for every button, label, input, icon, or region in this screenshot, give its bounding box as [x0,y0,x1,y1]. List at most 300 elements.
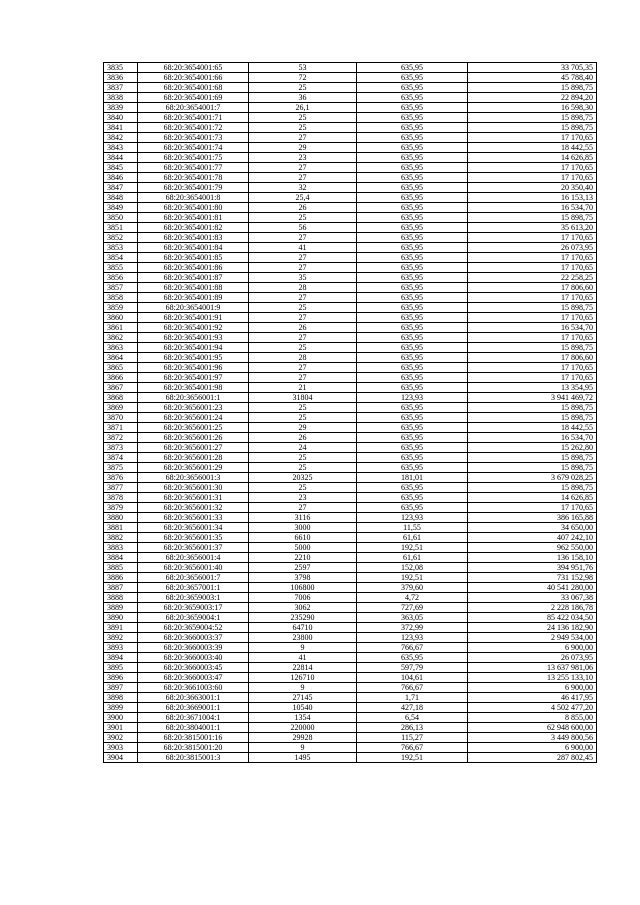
area-cell: 25 [249,463,357,473]
total-value-cell: 15 898,75 [468,113,597,123]
area-cell: 20325 [249,473,357,483]
cadastral-number-cell: 68:20:3654001:94 [138,343,249,353]
total-value-cell: 62 948 600,00 [468,723,597,733]
row-number-cell: 3843 [104,143,138,153]
area-cell: 27 [249,163,357,173]
area-cell: 6610 [249,533,357,543]
unit-value-cell: 192,51 [357,753,468,763]
row-number-cell: 3868 [104,393,138,403]
cadastral-number-cell: 68:20:3654001:71 [138,113,249,123]
row-number-cell: 3858 [104,293,138,303]
total-value-cell: 731 152,98 [468,573,597,583]
row-number-cell: 3877 [104,483,138,493]
table-row [104,393,597,403]
area-cell: 3798 [249,573,357,583]
row-number-cell: 3852 [104,233,138,243]
unit-value-cell: 635,95 [357,93,468,103]
cadastral-number-cell: 68:20:3659003:17 [138,603,249,613]
cadastral-number-cell: 68:20:3656001:4 [138,553,249,563]
cadastral-number-cell: 68:20:3660003:37 [138,633,249,643]
table-row [104,753,597,763]
row-number-cell: 3844 [104,153,138,163]
table-row [104,243,597,253]
cadastral-number-cell: 68:20:3656001:35 [138,533,249,543]
total-value-cell: 15 898,75 [468,413,597,423]
row-number-cell: 3903 [104,743,138,753]
cadastral-number-cell: 68:20:3669001:1 [138,703,249,713]
area-cell: 1354 [249,713,357,723]
table-row [104,443,597,453]
unit-value-cell: 635,95 [357,293,468,303]
area-cell: 41 [249,243,357,253]
row-number-cell: 3879 [104,503,138,513]
unit-value-cell: 372,99 [357,623,468,633]
total-value-cell: 14 626,85 [468,493,597,503]
area-cell: 27 [249,373,357,383]
total-value-cell: 962 550,00 [468,543,597,553]
total-value-cell: 17 170,65 [468,373,597,383]
row-number-cell: 3883 [104,543,138,553]
row-number-cell: 3873 [104,443,138,453]
area-cell: 1495 [249,753,357,763]
area-cell: 41 [249,653,357,663]
unit-value-cell: 727,69 [357,603,468,613]
total-value-cell: 17 170,65 [468,293,597,303]
row-number-cell: 3860 [104,313,138,323]
unit-value-cell: 427,18 [357,703,468,713]
table-row [104,723,597,733]
cadastral-number-cell: 68:20:3654001:9 [138,303,249,313]
total-value-cell: 15 898,75 [468,83,597,93]
cadastral-number-cell: 68:20:3654001:77 [138,163,249,173]
total-value-cell: 13 637 981,06 [468,663,597,673]
total-value-cell: 20 350,40 [468,183,597,193]
table-row [104,453,597,463]
cadastral-number-cell: 68:20:3654001:89 [138,293,249,303]
total-value-cell: 16 534,70 [468,433,597,443]
total-value-cell: 22 258,25 [468,273,597,283]
area-cell: 3000 [249,523,357,533]
total-value-cell: 16 598,30 [468,103,597,113]
table-row [104,703,597,713]
cadastral-number-cell: 68:20:3660003:39 [138,643,249,653]
area-cell: 35 [249,273,357,283]
table-row [104,423,597,433]
area-cell: 29 [249,423,357,433]
total-value-cell: 3 449 800,56 [468,733,597,743]
area-cell: 24 [249,443,357,453]
area-cell: 29928 [249,733,357,743]
area-cell: 2210 [249,553,357,563]
area-cell: 2597 [249,563,357,573]
cadastral-number-cell: 68:20:3654001:85 [138,253,249,263]
row-number-cell: 3865 [104,363,138,373]
area-cell: 25 [249,343,357,353]
row-number-cell: 3885 [104,563,138,573]
table-row [104,683,597,693]
table-row [104,193,597,203]
cadastral-number-cell: 68:20:3660003:45 [138,663,249,673]
unit-value-cell: 635,95 [357,113,468,123]
cadastral-number-cell: 68:20:3815001:3 [138,753,249,763]
table-row [104,543,597,553]
total-value-cell: 15 898,75 [468,453,597,463]
unit-value-cell: 635,95 [357,273,468,283]
area-cell: 9 [249,643,357,653]
unit-value-cell: 286,13 [357,723,468,733]
row-number-cell: 3874 [104,453,138,463]
cadastral-number-cell: 68:20:3654001:87 [138,273,249,283]
table-row [104,473,597,483]
total-value-cell: 6 900,00 [468,743,597,753]
cadastral-number-cell: 68:20:3656001:32 [138,503,249,513]
row-number-cell: 3898 [104,693,138,703]
table-row [104,593,597,603]
unit-value-cell: 635,95 [357,433,468,443]
total-value-cell: 17 170,65 [468,263,597,273]
area-cell: 22814 [249,663,357,673]
total-value-cell: 2 949 534,00 [468,633,597,643]
total-value-cell: 34 650,00 [468,523,597,533]
row-number-cell: 3894 [104,653,138,663]
area-cell: 29 [249,143,357,153]
table-row [104,493,597,503]
total-value-cell: 16 153,13 [468,193,597,203]
unit-value-cell: 104,61 [357,673,468,683]
cadastral-number-cell: 68:20:3656001:29 [138,463,249,473]
area-cell: 28 [249,353,357,363]
row-number-cell: 3882 [104,533,138,543]
cadastral-number-cell: 68:20:3663001:1 [138,693,249,703]
row-number-cell: 3848 [104,193,138,203]
total-value-cell: 15 898,75 [468,123,597,133]
row-number-cell: 3851 [104,223,138,233]
table-row [104,263,597,273]
table-row [104,663,597,673]
unit-value-cell: 635,95 [357,503,468,513]
table-row [104,183,597,193]
total-value-cell: 2 228 186,78 [468,603,597,613]
area-cell: 3116 [249,513,357,523]
table-row [104,483,597,493]
table-row [104,463,597,473]
cadastral-number-cell: 68:20:3657001:1 [138,583,249,593]
row-number-cell: 3896 [104,673,138,683]
total-value-cell: 15 898,75 [468,403,597,413]
unit-value-cell: 635,95 [357,423,468,433]
row-number-cell: 3854 [104,253,138,263]
table-row [104,133,597,143]
total-value-cell: 13 354,95 [468,383,597,393]
unit-value-cell: 192,51 [357,543,468,553]
total-value-cell: 17 170,65 [468,333,597,343]
row-number-cell: 3845 [104,163,138,173]
total-value-cell: 15 898,75 [468,213,597,223]
table-row [104,733,597,743]
table-row [104,373,597,383]
total-value-cell: 6 900,00 [468,683,597,693]
unit-value-cell: 635,95 [357,103,468,113]
unit-value-cell: 635,95 [357,483,468,493]
cadastral-number-cell: 68:20:3654001:82 [138,223,249,233]
row-number-cell: 3849 [104,203,138,213]
cadastral-number-cell: 68:20:3654001:93 [138,333,249,343]
total-value-cell: 15 898,75 [468,463,597,473]
unit-value-cell: 635,95 [357,73,468,83]
cadastral-value-table [103,62,597,763]
table-row [104,113,597,123]
unit-value-cell: 635,95 [357,223,468,233]
unit-value-cell: 152,08 [357,563,468,573]
unit-value-cell: 635,95 [357,153,468,163]
table-row [104,73,597,83]
cadastral-number-cell: 68:20:3660003:47 [138,673,249,683]
cadastral-number-cell: 68:20:3654001:75 [138,153,249,163]
unit-value-cell: 635,95 [357,133,468,143]
table-row [104,63,597,73]
row-number-cell: 3881 [104,523,138,533]
unit-value-cell: 597,79 [357,663,468,673]
table-row [104,563,597,573]
row-number-cell: 3835 [104,63,138,73]
row-number-cell: 3887 [104,583,138,593]
cadastral-number-cell: 68:20:3656001:40 [138,563,249,573]
table-row [104,353,597,363]
total-value-cell: 24 136 182,90 [468,623,597,633]
row-number-cell: 3859 [104,303,138,313]
table-row [104,273,597,283]
row-number-cell: 3836 [104,73,138,83]
area-cell: 27145 [249,693,357,703]
table-row [104,523,597,533]
unit-value-cell: 181,01 [357,473,468,483]
area-cell: 23 [249,493,357,503]
table-row [104,573,597,583]
unit-value-cell: 635,95 [357,143,468,153]
row-number-cell: 3866 [104,373,138,383]
cadastral-number-cell: 68:20:3656001:1 [138,393,249,403]
table-row [104,413,597,423]
cadastral-number-cell: 68:20:3659004:1 [138,613,249,623]
table-row [104,653,597,663]
table-row [104,203,597,213]
total-value-cell: 17 170,65 [468,503,597,513]
unit-value-cell: 635,95 [357,373,468,383]
unit-value-cell: 635,95 [357,253,468,263]
cadastral-number-cell: 68:20:3656001:26 [138,433,249,443]
cadastral-number-cell: 68:20:3654001:80 [138,203,249,213]
table-row [104,533,597,543]
unit-value-cell: 635,95 [357,183,468,193]
area-cell: 25 [249,303,357,313]
row-number-cell: 3862 [104,333,138,343]
area-cell: 25 [249,123,357,133]
table-row [104,383,597,393]
unit-value-cell: 635,95 [357,283,468,293]
area-cell: 56 [249,223,357,233]
row-number-cell: 3886 [104,573,138,583]
table-row [104,633,597,643]
area-cell: 26 [249,433,357,443]
table-row [104,303,597,313]
unit-value-cell: 766,67 [357,683,468,693]
row-number-cell: 3842 [104,133,138,143]
table-row [104,293,597,303]
cadastral-number-cell: 68:20:3654001:83 [138,233,249,243]
cadastral-number-cell: 68:20:3654001:95 [138,353,249,363]
cadastral-number-cell: 68:20:3656001:30 [138,483,249,493]
unit-value-cell: 635,95 [357,463,468,473]
unit-value-cell: 635,95 [357,203,468,213]
table-row [104,153,597,163]
row-number-cell: 3891 [104,623,138,633]
table-row [104,233,597,243]
row-number-cell: 3902 [104,733,138,743]
total-value-cell: 17 806,60 [468,353,597,363]
row-number-cell: 3840 [104,113,138,123]
total-value-cell: 15 262,80 [468,443,597,453]
unit-value-cell: 635,95 [357,173,468,183]
table-row [104,673,597,683]
table-row [104,173,597,183]
row-number-cell: 3895 [104,663,138,673]
total-value-cell: 85 422 034,50 [468,613,597,623]
row-number-cell: 3878 [104,493,138,503]
cadastral-number-cell: 68:20:3654001:7 [138,103,249,113]
unit-value-cell: 123,93 [357,393,468,403]
cadastral-number-cell: 68:20:3654001:78 [138,173,249,183]
cadastral-number-cell: 68:20:3656001:28 [138,453,249,463]
area-cell: 106800 [249,583,357,593]
unit-value-cell: 115,27 [357,733,468,743]
table-row [104,313,597,323]
row-number-cell: 3900 [104,713,138,723]
total-value-cell: 35 613,20 [468,223,597,233]
row-number-cell: 3846 [104,173,138,183]
cadastral-number-cell: 68:20:3654001:88 [138,283,249,293]
cadastral-number-cell: 68:20:3654001:65 [138,63,249,73]
unit-value-cell: 635,95 [357,383,468,393]
cadastral-number-cell: 68:20:3659003:1 [138,593,249,603]
area-cell: 25 [249,453,357,463]
table-body [104,63,597,763]
cadastral-number-cell: 68:20:3654001:68 [138,83,249,93]
cadastral-number-cell: 68:20:3656001:23 [138,403,249,413]
table-row [104,163,597,173]
row-number-cell: 3867 [104,383,138,393]
total-value-cell: 17 170,65 [468,313,597,323]
area-cell: 23800 [249,633,357,643]
row-number-cell: 3880 [104,513,138,523]
row-number-cell: 3892 [104,633,138,643]
area-cell: 27 [249,363,357,373]
area-cell: 72 [249,73,357,83]
row-number-cell: 3889 [104,603,138,613]
area-cell: 64710 [249,623,357,633]
total-value-cell: 16 534,70 [468,323,597,333]
table-row [104,93,597,103]
area-cell: 27 [249,293,357,303]
row-number-cell: 3870 [104,413,138,423]
row-number-cell: 3838 [104,93,138,103]
area-cell: 126710 [249,673,357,683]
row-number-cell: 3856 [104,273,138,283]
cadastral-number-cell: 68:20:3660003:40 [138,653,249,663]
total-value-cell: 18 442,55 [468,423,597,433]
cadastral-number-cell: 68:20:3656001:7 [138,573,249,583]
row-number-cell: 3876 [104,473,138,483]
unit-value-cell: 635,95 [357,323,468,333]
total-value-cell: 8 855,00 [468,713,597,723]
row-number-cell: 3864 [104,353,138,363]
area-cell: 25,4 [249,193,357,203]
total-value-cell: 3 941 469,72 [468,393,597,403]
unit-value-cell: 766,67 [357,743,468,753]
table-row [104,433,597,443]
table-row [104,513,597,523]
total-value-cell: 386 165,88 [468,513,597,523]
unit-value-cell: 635,95 [357,343,468,353]
unit-value-cell: 635,95 [357,313,468,323]
area-cell: 235290 [249,613,357,623]
cadastral-number-cell: 68:20:3654001:91 [138,313,249,323]
total-value-cell: 15 898,75 [468,303,597,313]
cadastral-number-cell: 68:20:3804001:1 [138,723,249,733]
unit-value-cell: 635,95 [357,63,468,73]
cadastral-number-cell: 68:20:3656001:25 [138,423,249,433]
unit-value-cell: 635,95 [357,403,468,413]
cadastral-number-cell: 68:20:3656001:31 [138,493,249,503]
unit-value-cell: 635,95 [357,263,468,273]
unit-value-cell: 635,95 [357,123,468,133]
unit-value-cell: 635,95 [357,233,468,243]
total-value-cell: 407 242,10 [468,533,597,543]
total-value-cell: 394 951,76 [468,563,597,573]
total-value-cell: 16 534,70 [468,203,597,213]
table-row [104,143,597,153]
cadastral-number-cell: 68:20:3661003:60 [138,683,249,693]
table-row [104,583,597,593]
area-cell: 27 [249,173,357,183]
cadastral-number-cell: 68:20:3671004:1 [138,713,249,723]
unit-value-cell: 192,51 [357,573,468,583]
row-number-cell: 3897 [104,683,138,693]
total-value-cell: 17 170,65 [468,363,597,373]
area-cell: 27 [249,333,357,343]
table-row [104,743,597,753]
area-cell: 220000 [249,723,357,733]
cadastral-number-cell: 68:20:3654001:72 [138,123,249,133]
unit-value-cell: 61,61 [357,533,468,543]
unit-value-cell: 635,95 [357,303,468,313]
unit-value-cell: 635,95 [357,413,468,423]
table-row [104,283,597,293]
unit-value-cell: 635,95 [357,453,468,463]
unit-value-cell: 635,95 [357,353,468,363]
row-number-cell: 3850 [104,213,138,223]
area-cell: 26,1 [249,103,357,113]
unit-value-cell: 4,72 [357,593,468,603]
table-row [104,123,597,133]
table-row [104,213,597,223]
cadastral-number-cell: 68:20:3654001:96 [138,363,249,373]
cadastral-number-cell: 68:20:3654001:86 [138,263,249,273]
unit-value-cell: 123,93 [357,633,468,643]
cadastral-number-cell: 68:20:3656001:34 [138,523,249,533]
area-cell: 28 [249,283,357,293]
area-cell: 53 [249,63,357,73]
area-cell: 3062 [249,603,357,613]
